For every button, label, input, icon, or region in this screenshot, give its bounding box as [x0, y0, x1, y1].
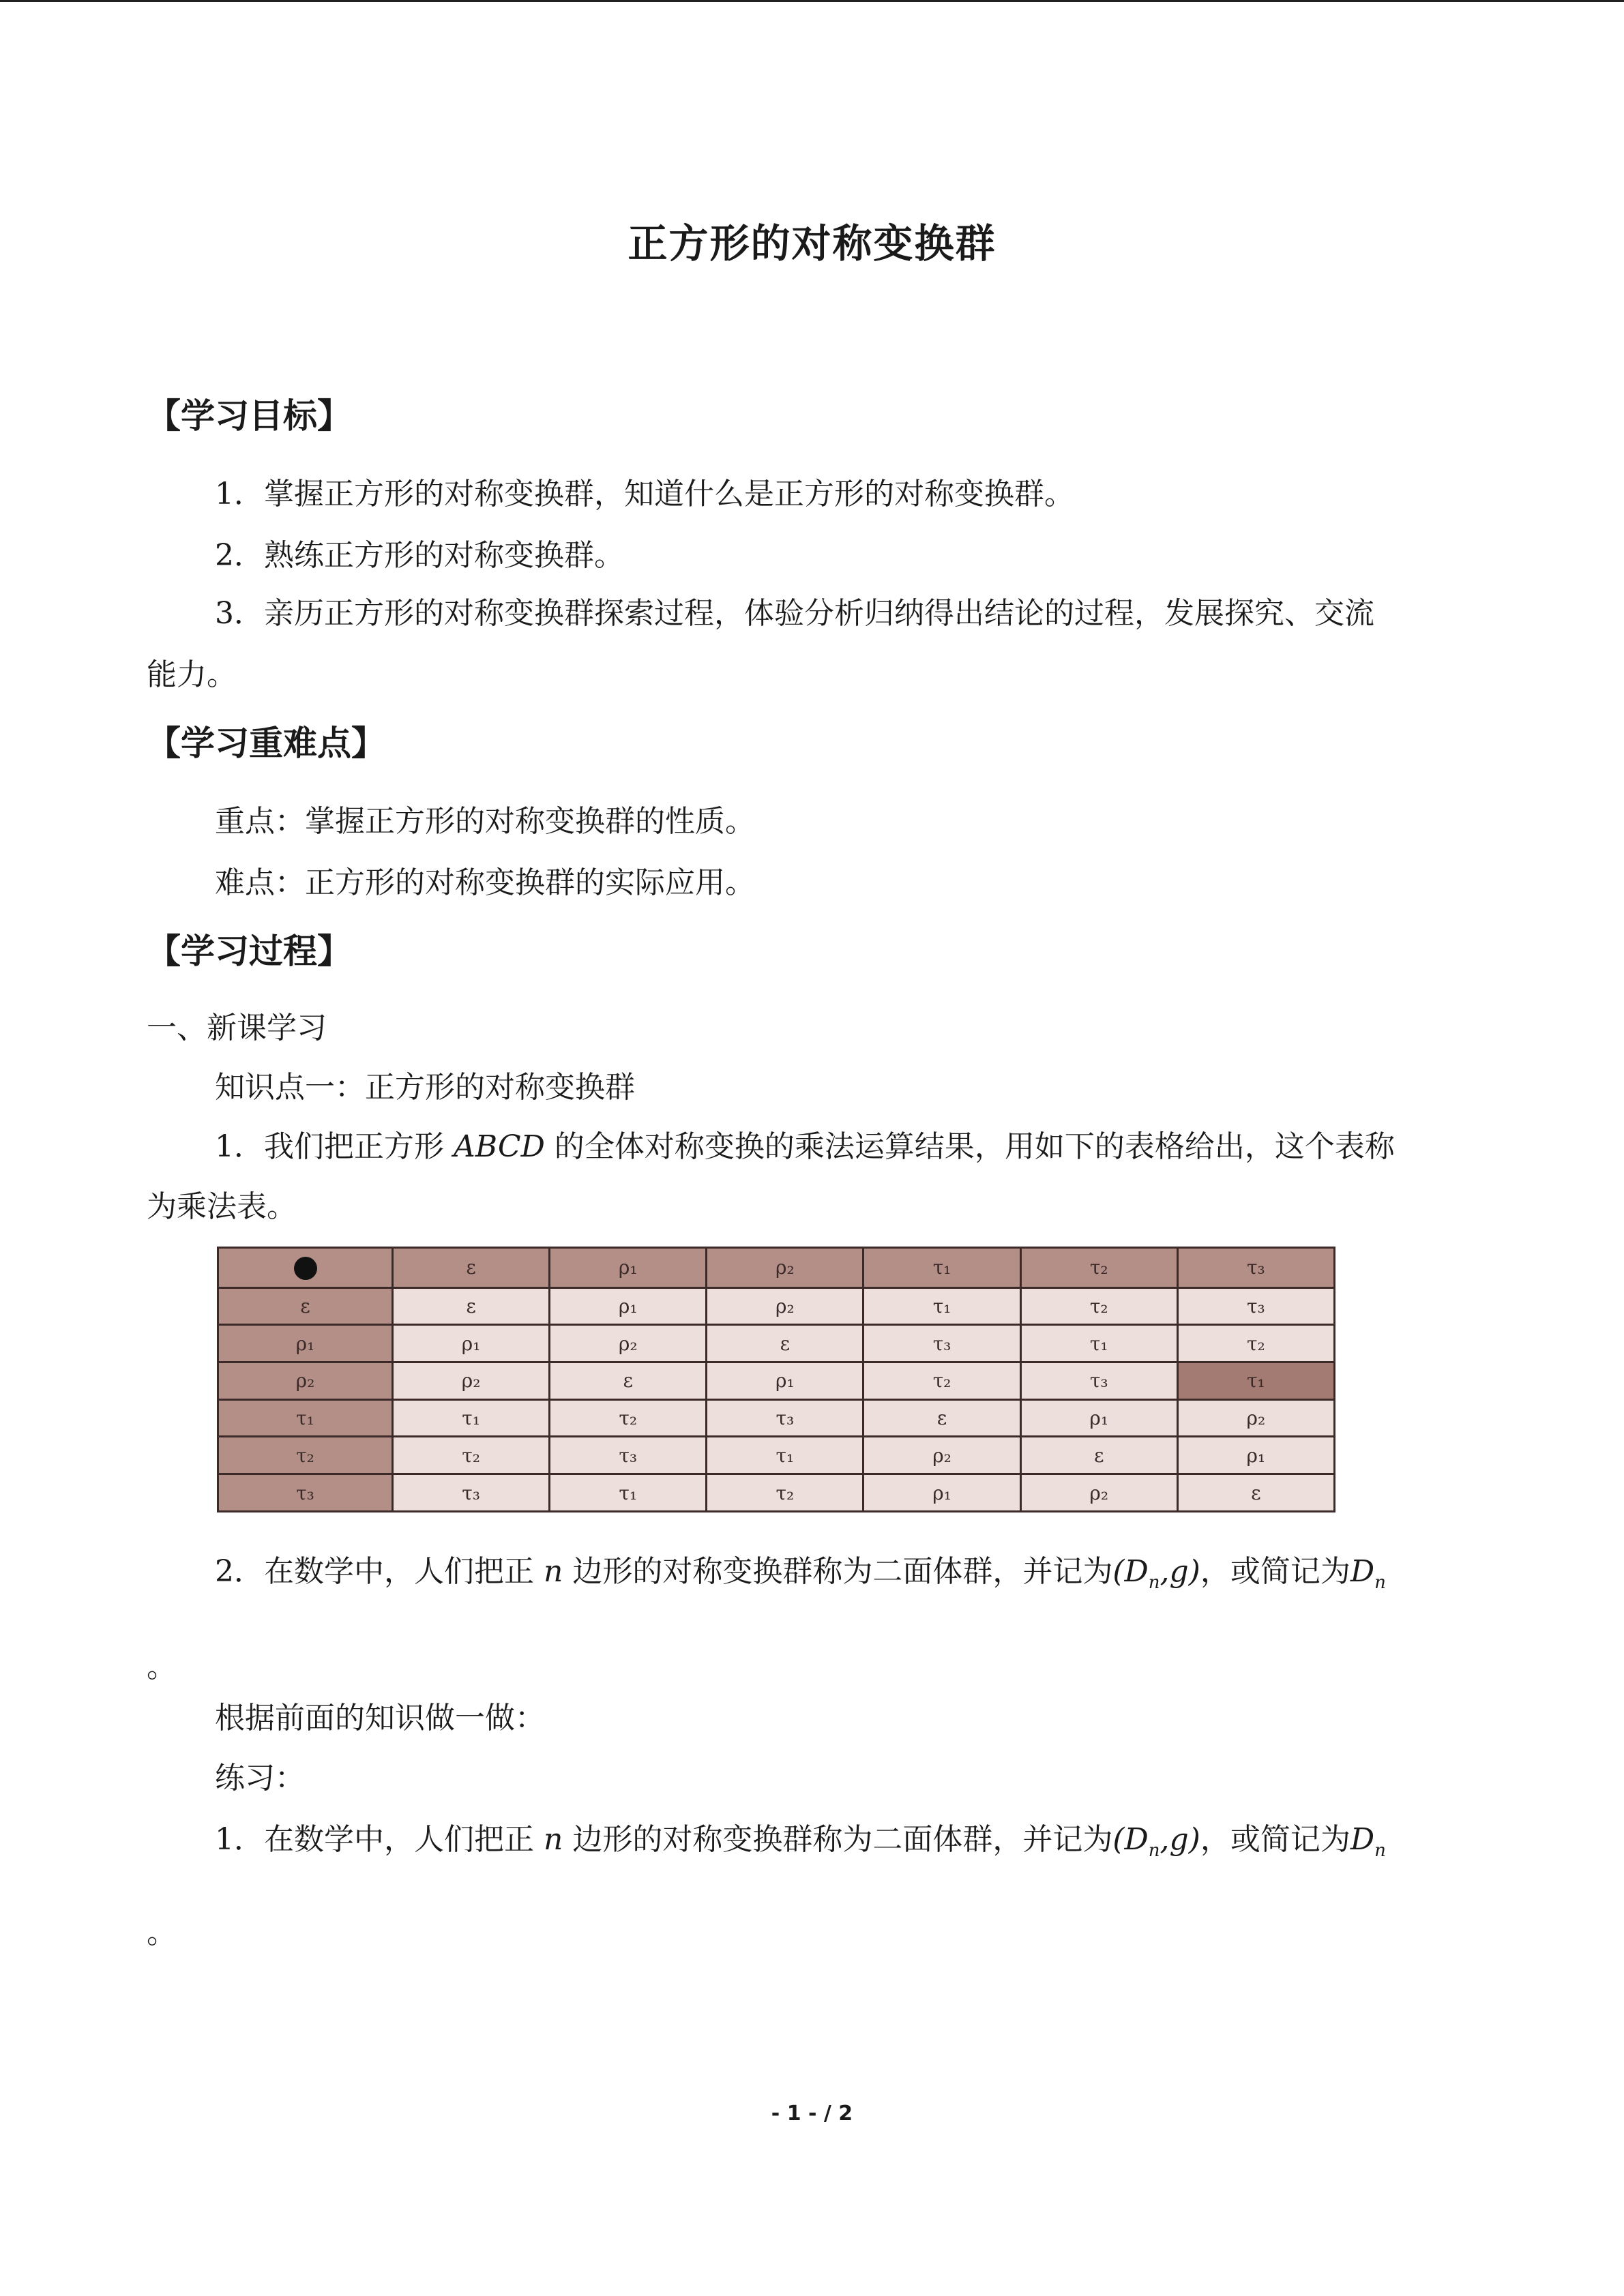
var-n: n	[543, 1554, 563, 1589]
table-header-cell: τ₁	[863, 1248, 1020, 1288]
table-header-row	[218, 1248, 1335, 1288]
exercise-1-start: 1．在数学中，人们把正	[215, 1822, 544, 1857]
table-cell: τ₂	[707, 1474, 863, 1512]
exercise-1-abbr: ，或简记为	[1200, 1822, 1350, 1857]
goal-item-3-cont: 能力。	[147, 657, 237, 692]
table-cell: ε	[1177, 1474, 1334, 1512]
table-header-cell: τ₂	[1020, 1248, 1177, 1288]
goal-item-3: 3．亲历正方形的对称变换群探索过程，体验分析归纳得出结论的过程，发展探究、交流	[215, 596, 1374, 631]
ex-notation-close: ,g)	[1160, 1822, 1200, 1857]
notation-close: ,g)	[1160, 1554, 1200, 1589]
table-cell: ρ₂	[1020, 1474, 1177, 1512]
table-cell: τ₁	[550, 1474, 707, 1512]
table-row	[218, 1474, 1335, 1512]
paragraph-1-cont: 为乘法表。	[147, 1189, 297, 1224]
table-row	[218, 1325, 1335, 1362]
difficulty-point: 难点：正方形的对称变换群的实际应用。	[215, 865, 755, 900]
table-cell: ρ₁	[863, 1474, 1020, 1512]
table-cell: ρ₁	[707, 1362, 863, 1400]
heading-learning-goals: 【学习目标】	[147, 396, 351, 436]
table-row	[218, 1362, 1335, 1400]
table-header-cell: ρ₂	[707, 1248, 863, 1288]
knowledge-point-1: 知识点一：正方形的对称变换群	[215, 1070, 635, 1105]
table-row-header: τ₁	[218, 1399, 393, 1437]
table-cell: τ₃	[550, 1437, 707, 1474]
paragraph-2-abbr: ，或简记为	[1200, 1554, 1350, 1589]
square-abcd: ABCD	[453, 1129, 545, 1164]
table-cell: ρ₂	[550, 1325, 707, 1362]
ex-dn-symbol: D	[1350, 1822, 1375, 1857]
table-cell: ε	[393, 1287, 550, 1325]
table-cell: ρ₁	[550, 1287, 707, 1325]
multiplication-table-grid	[217, 1247, 1335, 1512]
heading-key-points: 【学习重难点】	[147, 724, 385, 763]
table-row	[218, 1287, 1335, 1325]
ex-notation-open: (D	[1112, 1822, 1149, 1857]
table-cell: ρ₁	[1177, 1437, 1334, 1474]
table-cell: τ₃	[1177, 1287, 1334, 1325]
table-cell: τ₂	[863, 1362, 1020, 1400]
ex-var-n: n	[543, 1822, 563, 1857]
table-cell: τ₁	[863, 1287, 1020, 1325]
table-cell: τ₁	[1177, 1362, 1334, 1400]
dn-sub-n: n	[1374, 1572, 1386, 1593]
ex-notation-sub-n: n	[1148, 1840, 1160, 1861]
paragraph-1	[215, 1127, 1395, 1167]
table-header-cell: τ₃	[1177, 1248, 1334, 1288]
notation-open: (D	[1112, 1554, 1149, 1589]
table-row	[218, 1399, 1335, 1437]
table-cell: τ₂	[1177, 1325, 1334, 1362]
table-cell: τ₂	[550, 1399, 707, 1437]
section-new-lesson: 一、新课学习	[147, 1011, 327, 1045]
table-cell: τ₂	[1020, 1287, 1177, 1325]
table-cell: ε	[707, 1325, 863, 1362]
table-cell: ρ₂	[707, 1287, 863, 1325]
ex-dn-sub-n: n	[1374, 1840, 1386, 1861]
table-cell: τ₁	[707, 1437, 863, 1474]
key-point: 重点：掌握正方形的对称变换群的性质。	[215, 804, 755, 839]
exercise-1	[215, 1819, 1386, 1871]
table-cell: τ₃	[393, 1474, 550, 1512]
table-row-header: ρ₁	[218, 1325, 393, 1362]
table-row-header: ρ₂	[218, 1362, 393, 1400]
heading-learning-process: 【学习过程】	[147, 931, 351, 971]
goal-item-2: 2．熟练正方形的对称变换群。	[215, 538, 624, 573]
table-cell: τ₁	[393, 1399, 550, 1437]
paragraph-1-start: 1．我们把正方形	[215, 1129, 454, 1164]
table-cell: ε	[550, 1362, 707, 1400]
table-cell: τ₃	[707, 1399, 863, 1437]
try-it-line: 根据前面的知识做一做：	[215, 1701, 545, 1735]
table-row-header: τ₂	[218, 1437, 393, 1474]
exercise-1-period: 。	[147, 1915, 177, 1950]
table-cell: ρ₂	[863, 1437, 1020, 1474]
table-header-cell: ρ₁	[550, 1248, 707, 1288]
table-cell: τ₃	[1020, 1362, 1177, 1400]
practice-label: 练习：	[215, 1761, 305, 1795]
multiplication-table	[217, 1247, 1335, 1512]
notation-sub-n: n	[1148, 1572, 1160, 1593]
dn-symbol: D	[1350, 1554, 1375, 1589]
table-row-header: τ₃	[218, 1474, 393, 1512]
goal-item-1: 1．掌握正方形的对称变换群，知道什么是正方形的对称变换群。	[215, 477, 1074, 511]
top-border	[0, 0, 1624, 2]
paragraph-2-period: 。	[147, 1650, 177, 1684]
exercise-1-mid: 边形的对称变换群称为二面体群，并记为	[563, 1822, 1113, 1857]
table-cell: ρ₁	[1020, 1399, 1177, 1437]
table-cell: ε	[1020, 1437, 1177, 1474]
table-header-cell: ε	[393, 1248, 550, 1288]
operation-dot-icon	[294, 1257, 317, 1280]
page-title: 正方形的对称变换群	[628, 220, 996, 267]
table-cell: ρ₂	[1177, 1399, 1334, 1437]
table-cell: τ₂	[393, 1437, 550, 1474]
table-cell: τ₃	[863, 1325, 1020, 1362]
paragraph-2	[215, 1551, 1386, 1603]
paragraph-2-mid: 边形的对称变换群称为二面体群，并记为	[563, 1554, 1113, 1589]
table-cell: ρ₂	[393, 1362, 550, 1400]
table-cell: ρ₁	[393, 1325, 550, 1362]
table-corner-dot	[218, 1248, 393, 1288]
table-row	[218, 1437, 1335, 1474]
paragraph-1-rest: 的全体对称变换的乘法运算结果，用如下的表格给出，这个表称	[544, 1129, 1395, 1164]
table-cell: τ₁	[1020, 1325, 1177, 1362]
paragraph-2-start: 2．在数学中，人们把正	[215, 1554, 544, 1589]
page-number: - 1 - / 2	[771, 2102, 853, 2126]
table-cell: ε	[863, 1399, 1020, 1437]
table-row-header: ε	[218, 1287, 393, 1325]
